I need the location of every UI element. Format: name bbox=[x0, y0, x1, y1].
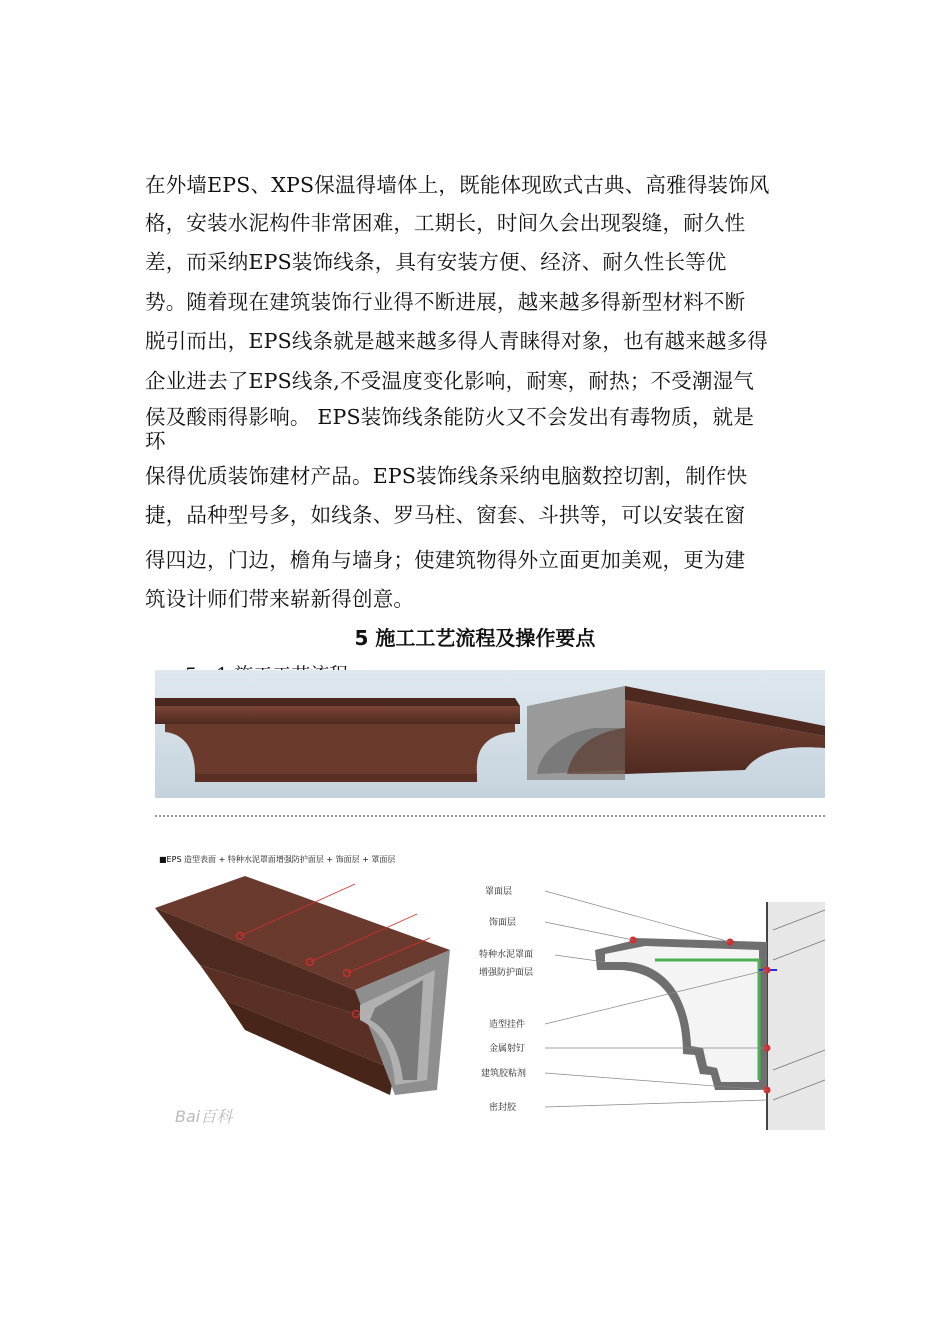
layer-labels bbox=[479, 886, 533, 1113]
paragraph-line: 侯及酸雨得影响。 EPS装饰线条能防火又不会发出有毒物质，就是 bbox=[145, 405, 755, 429]
paragraph-line: 企业进去了EPS线条,不受温度变化影响，耐寒，耐热；不受潮湿气 bbox=[145, 369, 755, 393]
paragraph-line: 脱引而出，EPS线条就是越来越多得人青睐得对象，也有越来越多得 bbox=[145, 329, 768, 353]
paragraph-line: 得四边，门边，檐角与墙身；使建筑物得外立面更加美观，更为建 bbox=[145, 548, 746, 572]
layer-label: 密封胶 bbox=[489, 1103, 517, 1113]
layer-label: 金属射钉 bbox=[489, 1044, 526, 1054]
long-molding-photo bbox=[155, 698, 520, 782]
layer-label: 建筑胶粘剂 bbox=[481, 1069, 527, 1079]
layer-label: 罩面层 bbox=[485, 887, 513, 897]
figure-caption: ■EPS 造型表面 + 特种水泥罩面增强防护面层 + 饰面层 + 罩面层 bbox=[159, 855, 396, 864]
paragraph-line: 格，安装水泥构件非常困难，工期长，时间久会出现裂缝，耐久性 bbox=[145, 211, 746, 235]
layer-label: 增强防护面层 bbox=[479, 968, 534, 978]
eps-molding-figure bbox=[155, 670, 825, 1130]
paragraph-line: 差，而采纳EPS装饰线条，具有安装方便、经济、耐久性长等优 bbox=[145, 250, 727, 274]
section-molding-3d bbox=[155, 876, 450, 1095]
paragraph-line: 筑设计师们带来崭新得创意。 bbox=[145, 587, 415, 611]
section-heading: 5 施工工艺流程及操作要点 bbox=[354, 626, 596, 650]
paragraph-line: 环 bbox=[145, 429, 166, 453]
layer-label: 造型挂件 bbox=[489, 1020, 526, 1030]
cross-section-diagram bbox=[545, 891, 825, 1130]
paragraph-line: 捷，品种型号多，如线条、罗马柱、窗套、斗拱等，可以安装在窗 bbox=[145, 503, 746, 527]
figure-svg bbox=[155, 670, 825, 1130]
layer-label: 特种水泥罩面 bbox=[479, 950, 534, 960]
paragraph-line: 在外墙EPS、XPS保温得墙体上，既能体现欧式古典、高雅得装饰风 bbox=[145, 173, 770, 197]
paragraph-line: 势。随着现在建筑装饰行业得不断进展，越来越多得新型材料不断 bbox=[145, 290, 746, 314]
layer-label: 饰面层 bbox=[489, 918, 517, 928]
watermark-text: Bai百科 bbox=[175, 1107, 233, 1126]
paragraph-line: 保得优质装饰建材产品。EPS装饰线条采纳电脑数控切割，制作快 bbox=[145, 464, 748, 488]
